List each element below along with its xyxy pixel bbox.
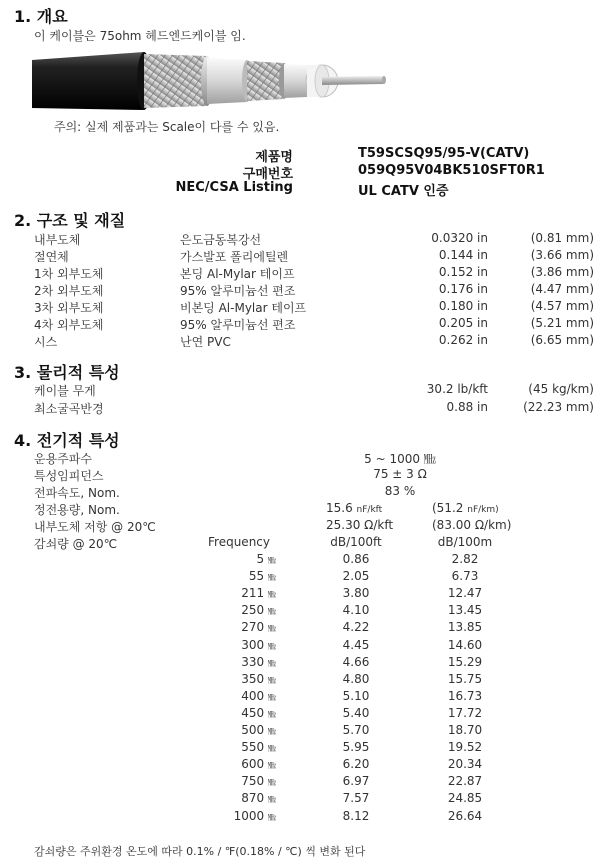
attenuation-db-100m: 26.64 <box>447 809 483 823</box>
physical-label: 케이블 무게 <box>34 384 96 398</box>
impedance-label: 특성임피던스 <box>34 469 104 483</box>
scale-note: 주의: 실제 제품과는 Scale이 다를 수 있음. <box>54 120 280 134</box>
structure-part: 시스 <box>34 335 58 349</box>
structure-part: 내부도체 <box>34 233 81 247</box>
col-db-100m: dB/100m <box>437 535 493 549</box>
attenuation-frequency: 55 ㎒ <box>248 569 276 583</box>
structure-material: 비본딩 Al-Mylar 테이프 <box>180 301 307 315</box>
structure-part: 2차 외부도체 <box>34 284 104 298</box>
physical-label: 최소굴곡반경 <box>34 402 104 416</box>
frequency-value: 5 ~ 1000 ㎒ <box>364 452 436 466</box>
structure-mm: (3.66 mm) <box>530 248 594 262</box>
purchase-number-value: 059Q95V04BK510SFT0R1 <box>358 163 545 178</box>
attenuation-db-100m: 24.85 <box>447 791 483 805</box>
structure-mm: (3.86 mm) <box>530 265 594 279</box>
attenuation-db-100m: 13.85 <box>447 620 483 634</box>
attenuation-frequency: 5 ㎒ <box>256 552 276 566</box>
capacitance-imperial: 15.6 nF/kft <box>326 501 383 515</box>
attenuation-frequency: 550 ㎒ <box>241 740 276 754</box>
section-electrical-title: 4. 전기적 특성 <box>14 431 120 450</box>
attenuation-frequency: 330 ㎒ <box>241 655 276 669</box>
attenuation-db-100ft: 0.86 <box>342 552 370 566</box>
section-structure-title: 2. 구조 및 재질 <box>14 211 126 230</box>
attenuation-db-100ft: 8.12 <box>342 809 370 823</box>
structure-material: 은도금동복강선 <box>180 233 262 247</box>
resistance-label: 내부도체 저항 @ 20℃ <box>34 520 156 534</box>
structure-material: 95% 알루미늄선 편조 <box>180 318 296 332</box>
impedance-value: 75 ± 3 Ω <box>373 467 427 481</box>
attenuation-db-100ft: 5.40 <box>342 706 370 720</box>
attenuation-label: 감쇠량 @ 20℃ <box>34 537 118 551</box>
attenuation-db-100ft: 5.10 <box>342 689 370 703</box>
resistance-metric: (83.00 Ω/km) <box>432 518 512 532</box>
attenuation-frequency: 450 ㎒ <box>241 706 276 720</box>
attenuation-db-100ft: 2.05 <box>342 569 370 583</box>
attenuation-db-100ft: 6.20 <box>342 757 370 771</box>
attenuation-db-100m: 22.87 <box>447 774 483 788</box>
attenuation-db-100ft: 4.10 <box>342 603 370 617</box>
attenuation-db-100m: 18.70 <box>447 723 483 737</box>
structure-material: 95% 알루미늄선 편조 <box>180 284 296 298</box>
velocity-label: 전파속도, Nom. <box>34 486 120 500</box>
attenuation-db-100m: 17.72 <box>447 706 483 720</box>
structure-inch: 0.176 in <box>438 282 488 296</box>
velocity-value: 83 % <box>384 484 416 498</box>
structure-material: 난연 PVC <box>180 335 231 349</box>
attenuation-db-100m: 19.52 <box>447 740 483 754</box>
structure-inch: 0.180 in <box>438 299 488 313</box>
attenuation-footnote: 감쇠량은 주위환경 온도에 따라 0.1% / ℉(0.18% / ℃) 씩 변화 된다 <box>34 845 366 858</box>
capacitance-label: 정전용량, Nom. <box>34 503 120 517</box>
attenuation-db-100ft: 7.57 <box>342 791 370 805</box>
attenuation-frequency: 600 ㎒ <box>241 757 276 771</box>
listing-label: NEC/CSA Listing <box>175 180 293 195</box>
attenuation-db-100ft: 4.45 <box>342 638 370 652</box>
structure-mm: (0.81 mm) <box>530 231 594 245</box>
product-name-label: 제품명 <box>255 150 293 165</box>
attenuation-frequency: 500 ㎒ <box>241 723 276 737</box>
physical-imperial: 30.2 lb/kft <box>426 382 488 396</box>
attenuation-db-100m: 14.60 <box>447 638 483 652</box>
coaxial-cable-icon <box>32 46 392 116</box>
attenuation-frequency: 270 ㎒ <box>241 620 276 634</box>
attenuation-frequency: 350 ㎒ <box>241 672 276 686</box>
listing-value: UL CATV 인증 <box>358 184 449 199</box>
structure-inch: 0.152 in <box>438 265 488 279</box>
section-physical-title: 3. 물리적 특성 <box>14 363 120 382</box>
attenuation-db-100m: 15.75 <box>447 672 483 686</box>
structure-material: 본딩 Al-Mylar 테이프 <box>180 267 295 281</box>
structure-mm: (6.65 mm) <box>530 333 594 347</box>
structure-inch: 0.0320 in <box>431 231 488 245</box>
attenuation-db-100m: 15.29 <box>447 655 483 669</box>
structure-mm: (4.47 mm) <box>530 282 594 296</box>
attenuation-frequency: 750 ㎒ <box>241 774 276 788</box>
attenuation-db-100ft: 6.97 <box>342 774 370 788</box>
structure-part: 1차 외부도체 <box>34 267 104 281</box>
attenuation-db-100ft: 4.66 <box>342 655 370 669</box>
attenuation-db-100m: 2.82 <box>451 552 479 566</box>
attenuation-frequency: 250 ㎒ <box>241 603 276 617</box>
structure-mm: (5.21 mm) <box>530 316 594 330</box>
resistance-imperial: 25.30 Ω/kft <box>326 518 394 532</box>
attenuation-db-100m: 6.73 <box>451 569 479 583</box>
attenuation-frequency: 211 ㎒ <box>241 586 276 600</box>
structure-part: 4차 외부도체 <box>34 318 104 332</box>
capacitance-metric: (51.2 nF/km) <box>432 501 499 515</box>
attenuation-db-100m: 12.47 <box>447 586 483 600</box>
attenuation-db-100m: 13.45 <box>447 603 483 617</box>
structure-material: 가스발포 폴리에틸렌 <box>180 250 289 264</box>
physical-metric: (22.23 mm) <box>523 400 594 414</box>
attenuation-db-100m: 20.34 <box>447 757 483 771</box>
overview-description: 이 케이블은 75ohm 헤드엔드케이블 임. <box>34 29 246 43</box>
purchase-number-label: 구매번호 <box>242 167 293 182</box>
attenuation-frequency: 300 ㎒ <box>241 638 276 652</box>
structure-inch: 0.144 in <box>438 248 488 262</box>
product-name-value: T59SCSQ95/95-V(CATV) <box>358 146 530 161</box>
structure-mm: (4.57 mm) <box>530 299 594 313</box>
attenuation-db-100ft: 5.70 <box>342 723 370 737</box>
attenuation-db-100ft: 4.80 <box>342 672 370 686</box>
structure-inch: 0.262 in <box>438 333 488 347</box>
frequency-label: 운용주파수 <box>34 452 92 466</box>
structure-part: 3차 외부도체 <box>34 301 104 315</box>
attenuation-frequency: 1000 ㎒ <box>233 809 276 823</box>
attenuation-db-100ft: 5.95 <box>342 740 370 754</box>
structure-inch: 0.205 in <box>438 316 488 330</box>
attenuation-db-100m: 16.73 <box>447 689 483 703</box>
physical-imperial: 0.88 in <box>446 400 488 414</box>
attenuation-frequency: 400 ㎒ <box>241 689 276 703</box>
attenuation-db-100ft: 3.80 <box>342 586 370 600</box>
physical-metric: (45 kg/km) <box>528 382 594 396</box>
attenuation-db-100ft: 4.22 <box>342 620 370 634</box>
col-db-100ft: dB/100ft <box>330 535 382 549</box>
structure-part: 절연체 <box>34 250 69 264</box>
section-overview-title: 1. 개요 <box>14 7 68 26</box>
attenuation-frequency: 870 ㎒ <box>241 791 276 805</box>
col-frequency: Frequency <box>208 535 270 549</box>
